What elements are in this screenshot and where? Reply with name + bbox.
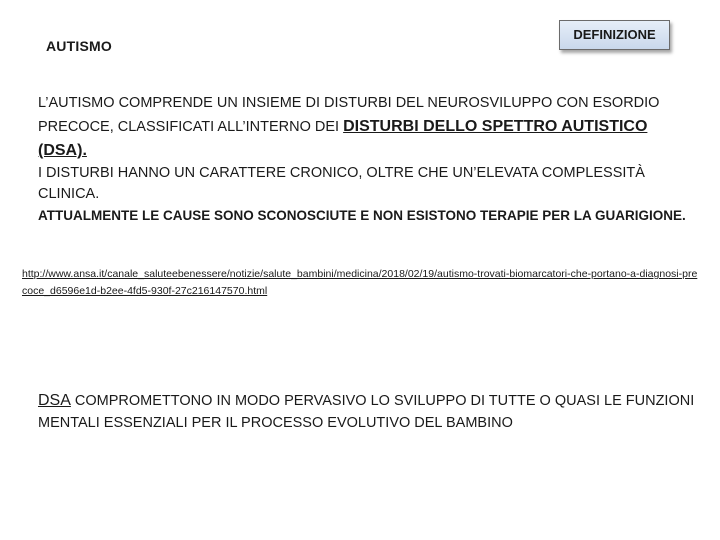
dsa-term: DSA bbox=[38, 392, 71, 409]
definition-button[interactable]: DEFINIZIONE bbox=[559, 20, 670, 50]
dsa-description: COMPROMETTONO IN MODO PERVASIVO LO SVILUPPO DI TUTTE O QUASI LE FUNZIONI MENTALI ESSENZIALI PER IL PROCESSO EVOLUTIVO DEL BAMBINO bbox=[38, 393, 695, 431]
definition-text: L’AUTISMO COMPRENDE UN INSIEME DI DISTURBI DEL NEUROSVILUPPO CON ESORDIO PRECOCE, CLASSIFICATI ALL’INTERNO DEI bbox=[38, 95, 660, 135]
dsa-paragraph bbox=[38, 390, 698, 434]
chronic-paragraph: I DISTURBI HANNO UN CARATTERE CRONICO, OLTRE CHE UN’ELEVATA COMPLESSITÀ CLINICA. bbox=[38, 165, 645, 202]
causes-paragraph: ATTUALMENTE LE CAUSE SONO SCONOSCIUTE E NON ESISTONO TERAPIE PER LA GUARIGIONE. bbox=[38, 208, 686, 223]
source-link[interactable]: http://www.ansa.it/canale_saluteebenessere/notizie/salute_bambini/medicina/2018/02/19/autismo-trovati-biomarcatori-che-portano-a-diagnosi-precoce_d6596e1d-b2ee-4fd5-930f-27c216147570.html bbox=[22, 268, 698, 297]
dsa-term-underlined: DISTURBI DELLO SPETTRO AUTISTICO (DSA). bbox=[38, 118, 648, 159]
slide-title: AUTISMO bbox=[46, 38, 112, 54]
definition-paragraph bbox=[38, 92, 698, 163]
